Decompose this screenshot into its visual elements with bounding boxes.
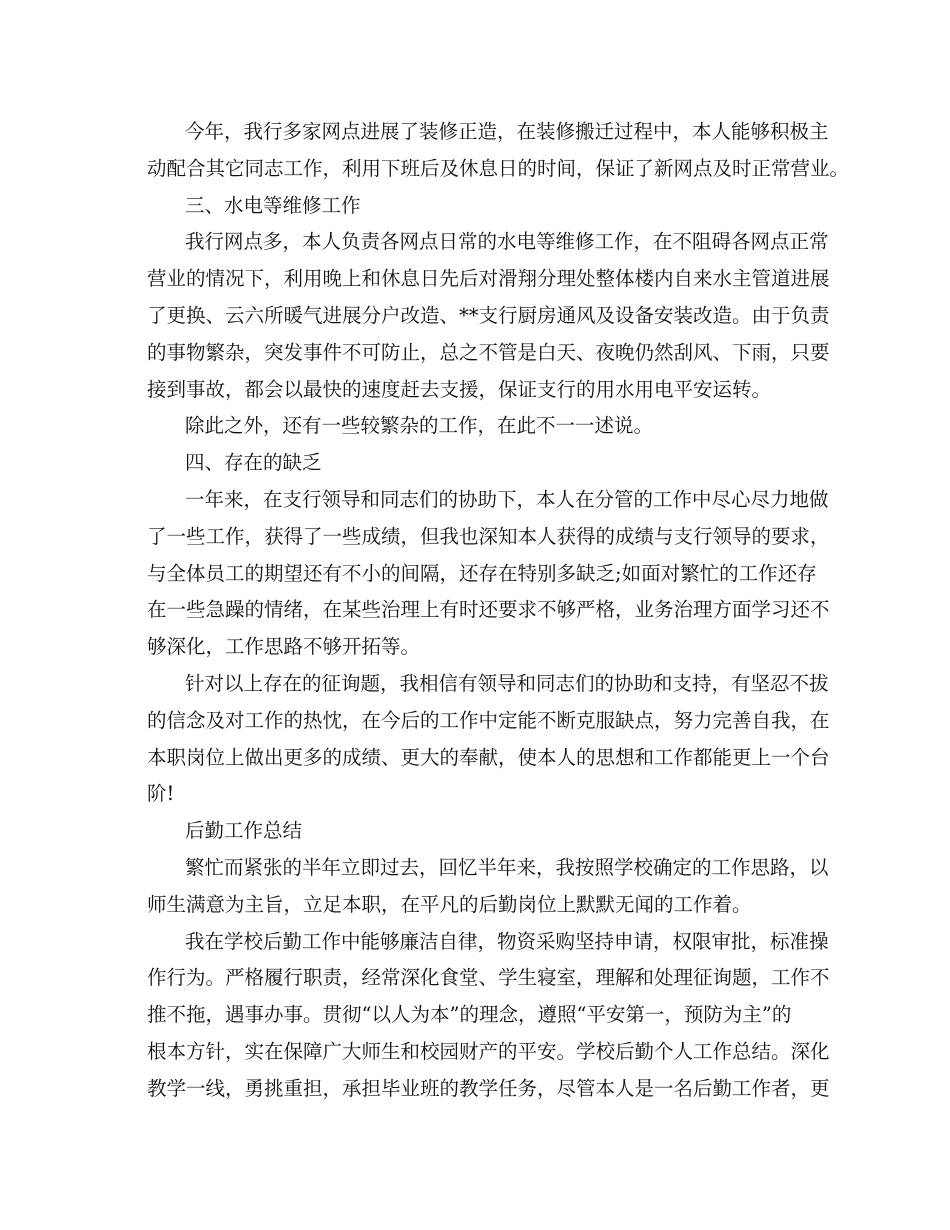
text-line: 我在学校后勤工作中能够廉洁自律，物资采购坚持申请，权限审批，标准操	[185, 929, 829, 953]
text-line: 教学一线，勇挑重担，承担毕业班的教学任务，尽管本人是一名后勤工作者，更	[147, 1076, 830, 1100]
text-line: 够深化，工作思路不够开拓等。	[147, 635, 421, 659]
text-line: 今年，我行多家网点进展了装修正造，在装修搬迁过程中，本人能够积极主	[185, 120, 829, 143]
text-line: 三、水电等维修工作	[185, 193, 361, 217]
text-line: 繁忙而紧张的半年立即过去，回忆半年来，我按照学校确定的工作思路，以	[185, 855, 829, 879]
text-line: 师生满意为主旨，立足本职，在平凡的后勤岗位上默默无闻的工作着。	[147, 892, 752, 916]
text-line: 的事物繁杂，突发事件不可防止，总之不管是白天、夜晚仍然刮风、下雨，只要	[147, 340, 830, 364]
text-line: 四、存在的缺乏	[185, 451, 322, 475]
document-body	[147, 114, 850, 1108]
text-line: 的信念及对工作的热忱，在今后的工作中定能不断克服缺点，努力完善自我，在	[147, 708, 830, 732]
text-line: 推不拖，遇事办事。贯彻“以人为本”的理念，遵照“平安第一，预防为主”的	[147, 1003, 792, 1027]
text-line: 接到事故，都会以最快的速度赶去支援，保证支行的用水用电平安运转。	[147, 377, 772, 401]
text-line: 营业的情况下，利用晚上和休息日先后对滑翔分理处整体楼内自来水主管道进展	[147, 267, 830, 291]
text-line: 除此之外，还有一些较繁杂的工作，在此不一一述说。	[185, 414, 654, 438]
text-line: 了更换、云六所暖气进展分户改造、**支行厨房通风及设备安装改造。由于负责	[147, 303, 830, 327]
text-line: 我行网点多，本人负责各网点日常的水电等维修工作，在不阻碍各网点正常	[185, 230, 829, 254]
text-line: 本职岗位上做出更多的成绩、更大的奉献，使本人的思想和工作都能更上一个台	[147, 745, 830, 769]
text-line: 阶!	[147, 782, 175, 806]
text-line: 根本方针，实在保障广大师生和校园财产的平安。学校后勤个人工作总结。深化	[147, 1039, 830, 1063]
text-line: 后勤工作总结	[185, 819, 303, 843]
text-line: 作行为。严格履行职责，经常深化食堂、学生寝室，理解和处理征询题，工作不	[147, 966, 830, 990]
text-line: 在一些急躁的情绪，在某些治理上有时还要求不够严格，业务治理方面学习还不	[147, 598, 830, 622]
text-line: 针对以上存在的征询题，我相信有领导和同志们的协助和支持，有坚忍不拔	[185, 671, 829, 695]
text-line: 了一些工作，获得了一些成绩，但我也深知本人获得的成绩与支行领导的要求，	[147, 524, 830, 548]
text-line: 一年来，在支行领导和同志们的协助下，本人在分管的工作中尽心尽力地做	[185, 487, 829, 511]
text-line: 与全体员工的期望还有不小的间隔，还存在特别多缺乏;如面对繁忙的工作还存	[147, 561, 817, 585]
text-line: 动配合其它同志工作，利用下班后及休息日的时间，保证了新网点及时正常营业。	[147, 156, 850, 180]
